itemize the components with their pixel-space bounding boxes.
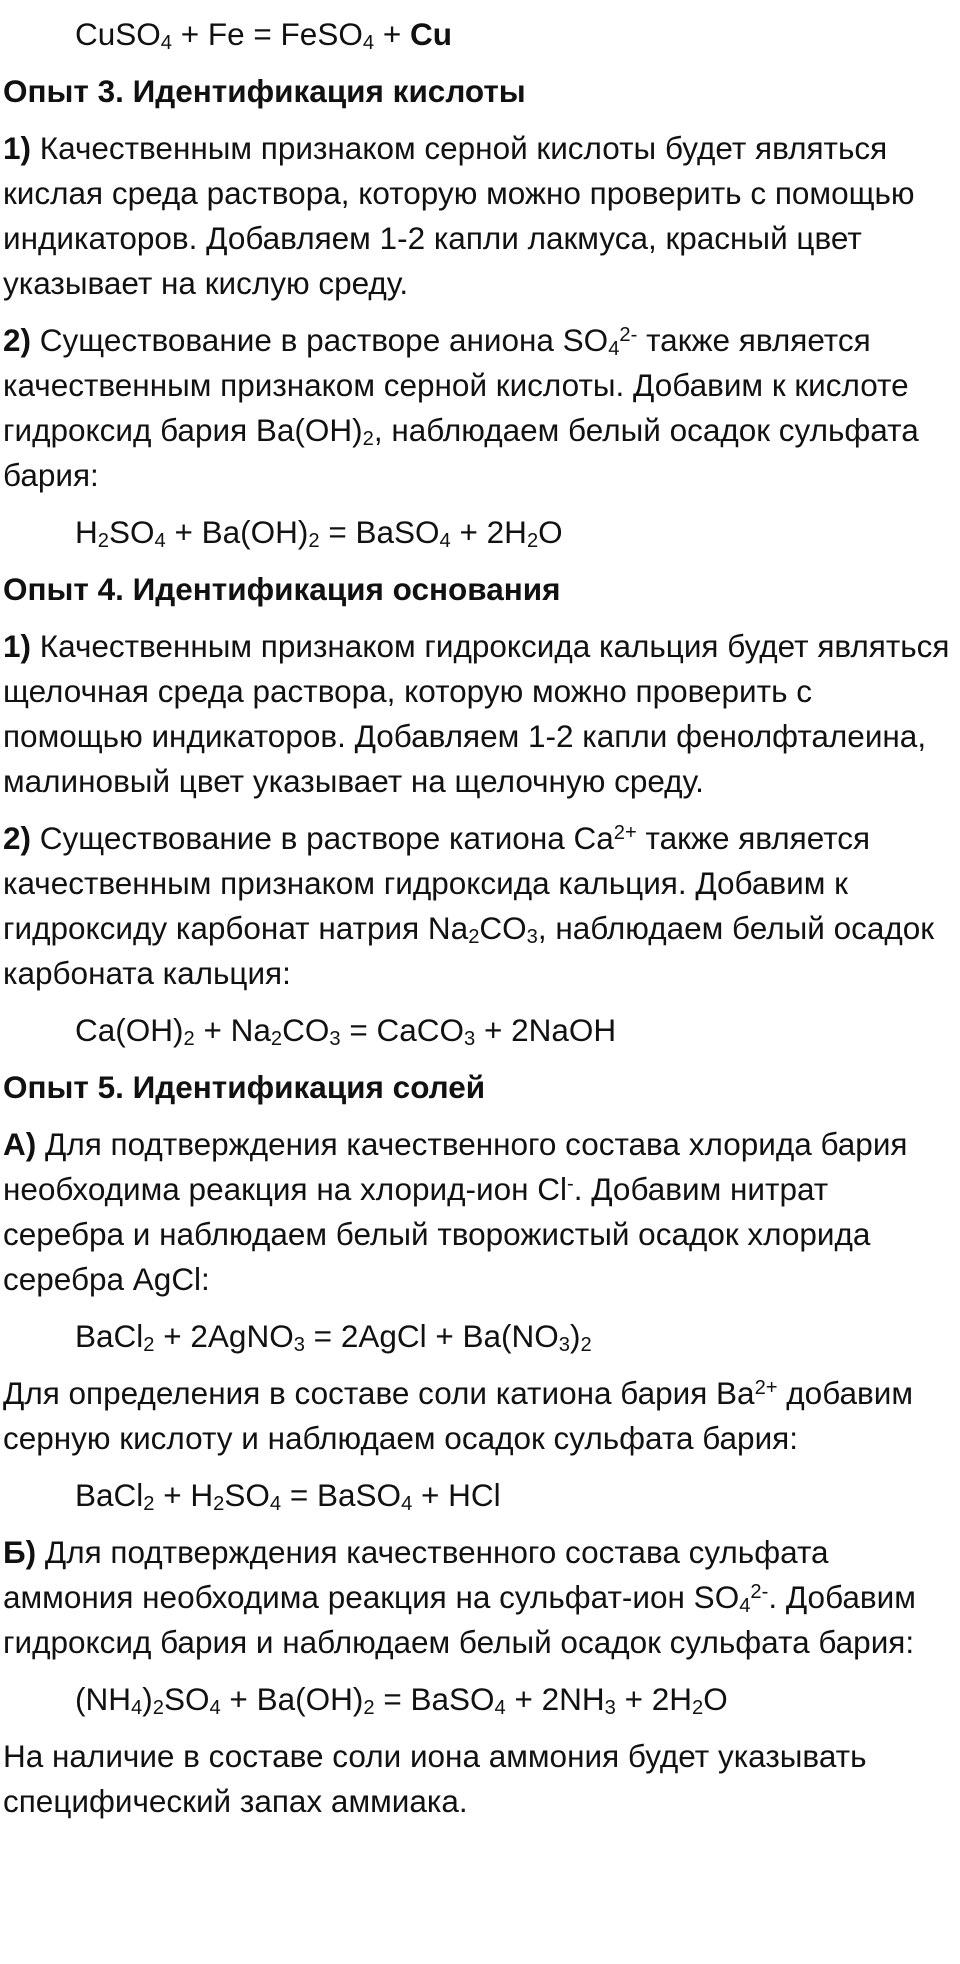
equation-calcium-hydroxide-sodium-carbonate: $Ca(OH)_2 + Na_2CO_3$ = CaCO$_3$ + 2NaOH bbox=[75, 1012, 617, 1051]
equation-barium-chloride-sulfuric-acid: BaCl$_2$ + $H_2SO_4$ = BaSO$_4$ + HCl bbox=[75, 1477, 501, 1516]
exp5-final-paragraph: На наличие в составе соли иона аммония будет указывать специфический запах аммиака. bbox=[3, 1738, 867, 1819]
equation-barium-chloride-silver-nitrate: BaCl$_2$ + 2AgNO$_3$ = 2AgCl + $Ba(NO_3)_2$ bbox=[75, 1318, 592, 1357]
exp5-paragraph-a: А) Для подтверждения качественного состава хлорида бария необходима реакция на хлорид-ион Cl-. Добавим нитрат серебра и наблюдаем белый творожистый осадок хлорида серебра AgCl: bbox=[3, 1126, 908, 1297]
exp5-paragraph-a-barium: Для определения в составе соли катиона бария $Ba^{2+}$ добавим серную кислоту и наблюдаем осадок сульфата бария: bbox=[3, 1375, 914, 1456]
equation-sulfuric-acid-barium-hydroxide: $H_2SO_4 + Ba(OH)_2$ = BaSO$_4$ + $2H_2O$ bbox=[75, 514, 563, 553]
exp3-paragraph-1: 1) Качественным признаком серной кислоты будет являться кислая среда раствора, которую можно проверить с помощью индикаторов. Добавляем 1-2 капли лакмуса, красный цвет указывает на кислую среду. bbox=[3, 130, 915, 301]
heading-experiment-5: Опыт 5. Идентификация солей bbox=[3, 1069, 486, 1105]
document-page bbox=[3, 12, 953, 1824]
exp4-paragraph-1: 1) Качественным признаком гидроксида кальция будет являться щелочная среда раствора, которую можно проверить с помощью индикаторов. Добавляем 1-2 капли фенолфталеина, малиновый цвет указывает на щелочную среду. bbox=[3, 628, 950, 799]
exp4-paragraph-2: 2) Существование в растворе катиона $Ca^{2+}$ также является качественным признаком гидроксида кальция. Добавим к гидроксиду карбонат натрия $Na_2CO_3$, наблюдаем белый осадок карбоната кальция: bbox=[3, 820, 935, 991]
exp5-paragraph-b: Б) Для подтверждения качественного состава сульфата аммония необходима реакция на сульфат-ион $SO_4^{2-}$. Добавим гидроксид бария и наблюдаем белый осадок сульфата бария: bbox=[3, 1534, 916, 1660]
heading-experiment-4: Опыт 4. Идентификация основания bbox=[3, 571, 561, 607]
equation-copper-sulfate-iron: CuSO$_4$ + Fe = FeSO$_4$ + Cu bbox=[75, 16, 452, 55]
heading-experiment-3: Опыт 3. Идентификация кислоты bbox=[3, 73, 526, 109]
exp3-paragraph-2: 2) Существование в растворе аниона $SO_4^{2-}$ также является качественным признаком серной кислоты. Добавим к кислоте гидроксид бария $Ba(OH)_2$, наблюдаем белый осадок сульфата бария: bbox=[3, 322, 919, 493]
equation-ammonium-sulfate-barium-hydroxide: $(NH_4)_2SO_4 + Ba(OH)_2$ = BaSO$_4$ + $2NH_3 + 2H_2O$ bbox=[75, 1681, 728, 1720]
